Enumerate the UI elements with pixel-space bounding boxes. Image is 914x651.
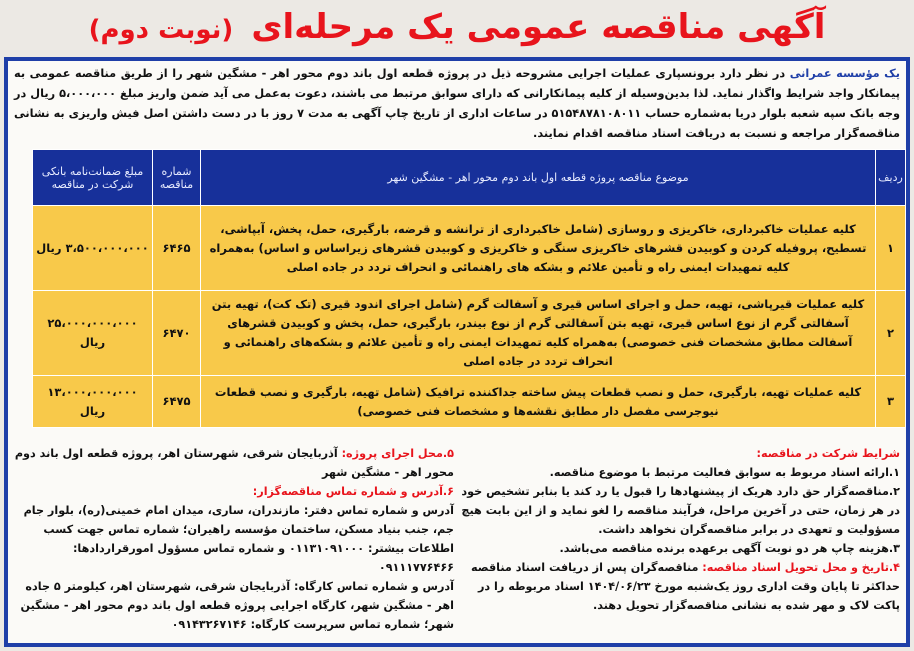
table-row — [33, 291, 906, 376]
table-row — [33, 206, 906, 291]
condition-label: ۴.تاریخ و محل تحویل اسناد مناقصه: — [702, 561, 900, 574]
contact-heading: ۶.آدرس و شماره تماس مناقصه‌گزار: — [252, 485, 454, 498]
condition-item — [460, 558, 900, 615]
condition-item: ۳.هزینه چاپ هر دو نوبت آگهی برعهده برنده مناقصه می‌باشد. — [559, 542, 900, 555]
tender-number: ۶۴۷۵ — [153, 376, 201, 428]
tender-table — [32, 149, 906, 428]
location-label: ۵.محل اجرای پروژه: — [341, 447, 454, 460]
header-tender-number: شماره مناقصه — [153, 150, 201, 206]
header-guarantee-amount: مبلغ ضمانت‌نامه بانکی شرکت در مناقصه — [33, 150, 153, 206]
title-round: (نوبت دوم) — [88, 15, 234, 45]
table-row — [33, 376, 906, 428]
guarantee-amount: ۳،۵۰۰،۰۰۰،۰۰۰ ریال — [33, 206, 153, 291]
project-location — [14, 444, 454, 482]
location-text: آذربایجان شرقی، شهرستان اهر، پروژه قطعه اول باند دوم محور اهر - مشگین شهر — [14, 447, 454, 479]
intro-text: در نظر دارد برونسپاری عملیات اجرایی مشروحه ذیل در پروژه قطعه اول باند دوم محور اهر - مشگین شهر را از طریق مناقصه عمومی به پیمانکار واجد شرایط واگذار نماید. لذا بدین‌وسیله از کلیه پیمانکارانی که دارای سوابق مرتبط می باشند، دعوت به‌عمل می آید ضمن واریز مبلغ ۵،۰۰۰،۰۰۰ ریال در وجه بانک سپه شعبه بلوار دریا به‌شماره حساب ۵۱۵۴۸۷۸۱۰۸۰۱۱ در ساعات اداری از تاریخ چاپ آگهی به مدت ۷ روز با در دست داشتن اصل فیش واریزی به نشانی مناقصه‌گزار مراجعه و نسبت به دریافت اسناد مناقصه اقدام نمایند. — [13, 67, 900, 140]
organization-name: یک مؤسسه عمرانی — [789, 67, 900, 80]
table-header — [33, 150, 906, 206]
row-number: ۱ — [876, 206, 906, 291]
header-row-number: ردیف — [876, 150, 906, 206]
tender-number: ۶۴۶۵ — [153, 206, 201, 291]
site-address: آدرس و شماره تماس کارگاه: آذربایجان شرقی، شهرستان اهر، کیلومتر ۵ جاده اهر - مشگین شهر، کارگاه اجرایی پروژه قطعه اول باند دوم محور اهر - مشگین شهر؛ شماره تماس سرپرست کارگاه: ۰۹۱۴۳۲۶۷۱۴۶ — [20, 580, 454, 631]
row-description: کلیه عملیات قیرپاشی، تهیه، حمل و اجرای اساس قیری و آسفالت گرم (شامل اجرای اندود قیری (تک کت)، تهیه بتن آسفالتی گرم از نوع اساس قیری، تهیه بتن آسفالتی گرم از نوع بیندر، بارگیری، حمل، پخش و کوبیدن قشرهای آسفالت مطابق مشخصات فنی خصوصی) به‌همراه کلیه تمهیدات ایمنی راه و تأمین علائم و بشکه‌های راهنمائی و انحراف تردد در جاده اصلی — [201, 291, 876, 376]
info-column — [14, 444, 454, 634]
conditions-heading: شرایط شرکت در مناقصه: — [756, 447, 900, 460]
page-title — [0, 2, 914, 55]
tender-number: ۶۴۷۰ — [153, 291, 201, 376]
guarantee-amount: ۱۳،۰۰۰،۰۰۰،۰۰۰ ریال — [33, 376, 153, 428]
office-address: آدرس و شماره تماس دفتر: مازندران، ساری، میدان امام خمینی(ره)، بلوار جام جم، جنب بنیاد مسکن، ساختمان مؤسسه راهیران؛ شماره تماس جهت کسب اطلاعات بیشتر: ۰۱۱۳۱۰۹۱۰۰۰ و شماره تماس مسؤول امورقراردادها: ۰۹۱۱۱۷۷۶۴۶۶ — [23, 504, 454, 574]
row-number: ۲ — [876, 291, 906, 376]
condition-item: ۲.مناقصه‌گزار حق دارد هریک از پیشنهادها را قبول یا رد کند یا بنابر تشخیص خود در هر زمان، حتی در آخرین مراحل، فرآیند مناقصه را لغو نماید و از این بابت هیچ مسؤولیت و تعهدی در برابر مناقصه‌گران نخواهد داشت. — [461, 485, 900, 536]
guarantee-amount: ۲۵،۰۰۰،۰۰۰،۰۰۰ ریال — [33, 291, 153, 376]
header-subject: موضوع مناقصه پروژه قطعه اول باند دوم محور اهر - مشگین شهر — [201, 150, 876, 206]
intro-paragraph — [14, 64, 900, 144]
title-main: آگهی مناقصه عمومی یک مرحله‌ای — [251, 7, 826, 47]
row-number: ۳ — [876, 376, 906, 428]
row-description: کلیه عملیات خاکبرداری، خاکریزی و روسازی (شامل خاکبرداری از ترانشه و قرضه، بارگیری، حمل، پخش، آبپاشی، تسطیح، پروفیله کردن و کوبیدن قشرهای خاکریزی سنگی و خاکریزی و کوبیدن قشرهای زیراساس و اساس) به‌همراه کلیه تمهیدات ایمنی راه و تأمین علائم و بشکه های راهنمائی و انحراف تردد در جاده اصلی — [201, 206, 876, 291]
condition-text: مناقصه‌گران پس از دریافت اسناد مناقصه حداکثر تا پایان وقت اداری روز یک‌شنبه مورخ ۱۴۰۴/۰۶/۲۳ اسناد مربوطه را در پاکت لاک و مهر شده به نشانی مناقصه‌گزار تحویل دهند. — [471, 561, 900, 612]
condition-item: ۱.ارائه اسناد مربوط به سوابق فعالیت مرتبط با موضوع مناقصه. — [549, 466, 900, 479]
notice-frame — [4, 57, 910, 647]
row-description: کلیه عملیات تهیه، بارگیری، حمل و نصب قطعات پیش ساخته جداکننده ترافیک (شامل تهیه، بارگیری و نصب قطعات نیوجرسی مفصل دار مطابق نقشه‌ها و مشخصات فنی خصوصی) — [201, 376, 876, 428]
conditions-column — [460, 444, 900, 615]
